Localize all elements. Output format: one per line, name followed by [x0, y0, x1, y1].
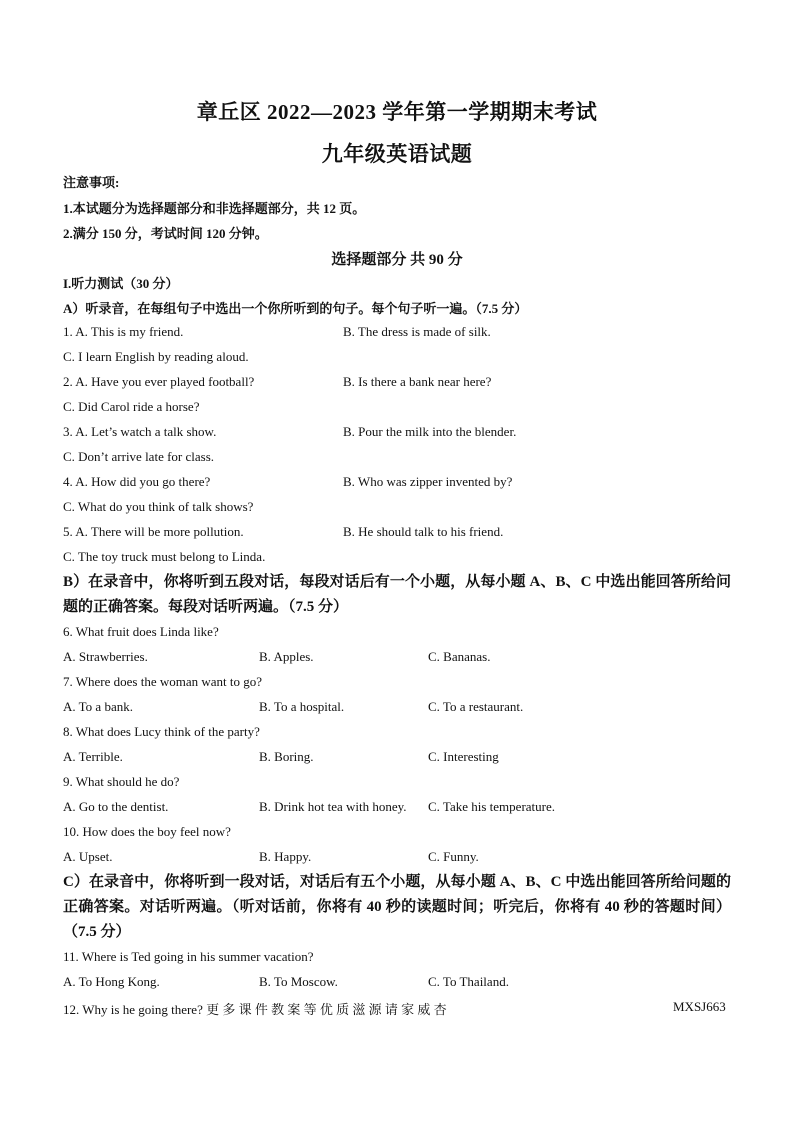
question-1-option-a: 1. A. This is my friend.	[63, 324, 184, 339]
question-6-option-c: C. Bananas.	[428, 649, 491, 664]
document-code: MXSJ663	[673, 999, 726, 1014]
question-7-option-c: C. To a restaurant.	[428, 699, 524, 714]
question-2-option-a: 2. A. Have you ever played football?	[63, 374, 255, 389]
exam-title: 章丘区 2022—2023 学年第一学期期末考试	[196, 100, 598, 124]
question-7-text: 7. Where does the woman want to go?	[63, 674, 263, 689]
question-4-option-b: B. Who was zipper invented by?	[343, 474, 513, 489]
question-11-option-a: A. To Hong Kong.	[63, 974, 160, 989]
notes-heading: 注意事项:	[63, 175, 120, 190]
question-8-text: 8. What does Lucy think of the party?	[63, 724, 260, 739]
question-3-option-c: C. Don’t arrive late for class.	[63, 449, 215, 464]
question-6-option-a: A. Strawberries.	[63, 649, 148, 664]
partC-instruction: C）在录音中，你将听到一段对话，对话后有五个小题，从每小题 A、B、C 中选出能回答所给问题的正确答案。对话听两遍。（听对话前，你将有 40 秒的读题时间；听完后，你将有 40 秒的答题时间）（7.5 分）	[63, 874, 731, 940]
question-8-option-c: C. Interesting	[428, 749, 499, 764]
question-12-text: 12. Why is he going there? 更 多 课 件 教 案 等 优 质 滋 源 请 家 威 杏	[63, 1002, 447, 1017]
question-9-option-b: B. Drink hot tea with honey.	[259, 799, 407, 814]
question-6-option-b: B. Apples.	[259, 649, 314, 664]
question-1-option-c: C. I learn English by reading aloud.	[63, 349, 249, 364]
question-5-option-a: 5. A. There will be more pollution.	[63, 524, 244, 539]
question-2-option-b: B. Is there a bank near here?	[343, 374, 492, 389]
question-2-option-c: C. Did Carol ride a horse?	[63, 399, 200, 414]
question-9-text: 9. What should he do?	[63, 774, 180, 789]
question-3-option-a: 3. A. Let’s watch a talk show.	[63, 424, 217, 439]
question-10-option-b: B. Happy.	[259, 849, 312, 864]
question-5-option-b: B. He should talk to his friend.	[343, 524, 504, 539]
question-6-text: 6. What fruit does Linda like?	[63, 624, 219, 639]
notes-item-1: 1.本试题分为选择题部分和非选择题部分，共 12 页。	[63, 201, 366, 216]
question-1-option-b: B. The dress is made of silk.	[343, 324, 491, 339]
partB-instruction: B）在录音中，你将听到五段对话，每段对话后有一个小题，从每小题 A、B、C 中选出能回答所给问题的正确答案。每段对话听两遍。（7.5 分）	[63, 574, 731, 615]
question-5-option-c: C. The toy truck must belong to Linda.	[63, 549, 266, 564]
question-10-option-a: A. Upset.	[63, 849, 113, 864]
question-10-text: 10. How does the boy feel now?	[63, 824, 231, 839]
question-3-option-b: B. Pour the milk into the blender.	[343, 424, 517, 439]
section-title: 选择题部分 共 90 分	[331, 252, 463, 268]
question-9-option-a: A. Go to the dentist.	[63, 799, 169, 814]
question-4-option-a: 4. A. How did you go there?	[63, 474, 211, 489]
question-7-option-a: A. To a bank.	[63, 699, 133, 714]
question-11-option-c: C. To Thailand.	[428, 974, 509, 989]
part1-title: I.听力测试（30 分）	[63, 276, 179, 291]
question-8-option-a: A. Terrible.	[63, 749, 123, 764]
notes-item-2: 2.满分 150 分，考试时间 120 分钟。	[63, 226, 268, 241]
question-11-option-b: B. To Moscow.	[259, 974, 338, 989]
question-11-text: 11. Where is Ted going in his summer vacation?	[63, 949, 314, 964]
question-8-option-b: B. Boring.	[259, 749, 314, 764]
question-9-option-c: C. Take his temperature.	[428, 799, 556, 814]
question-4-option-c: C. What do you think of talk shows?	[63, 499, 254, 514]
question-7-option-b: B. To a hospital.	[259, 699, 345, 714]
partA-instruction: A）听录音，在每组句子中选出一个你所听到的句子。每个句子听一遍。（7.5 分）	[63, 301, 528, 316]
question-10-option-c: C. Funny.	[428, 849, 479, 864]
exam-subtitle: 九年级英语试题	[321, 142, 473, 166]
